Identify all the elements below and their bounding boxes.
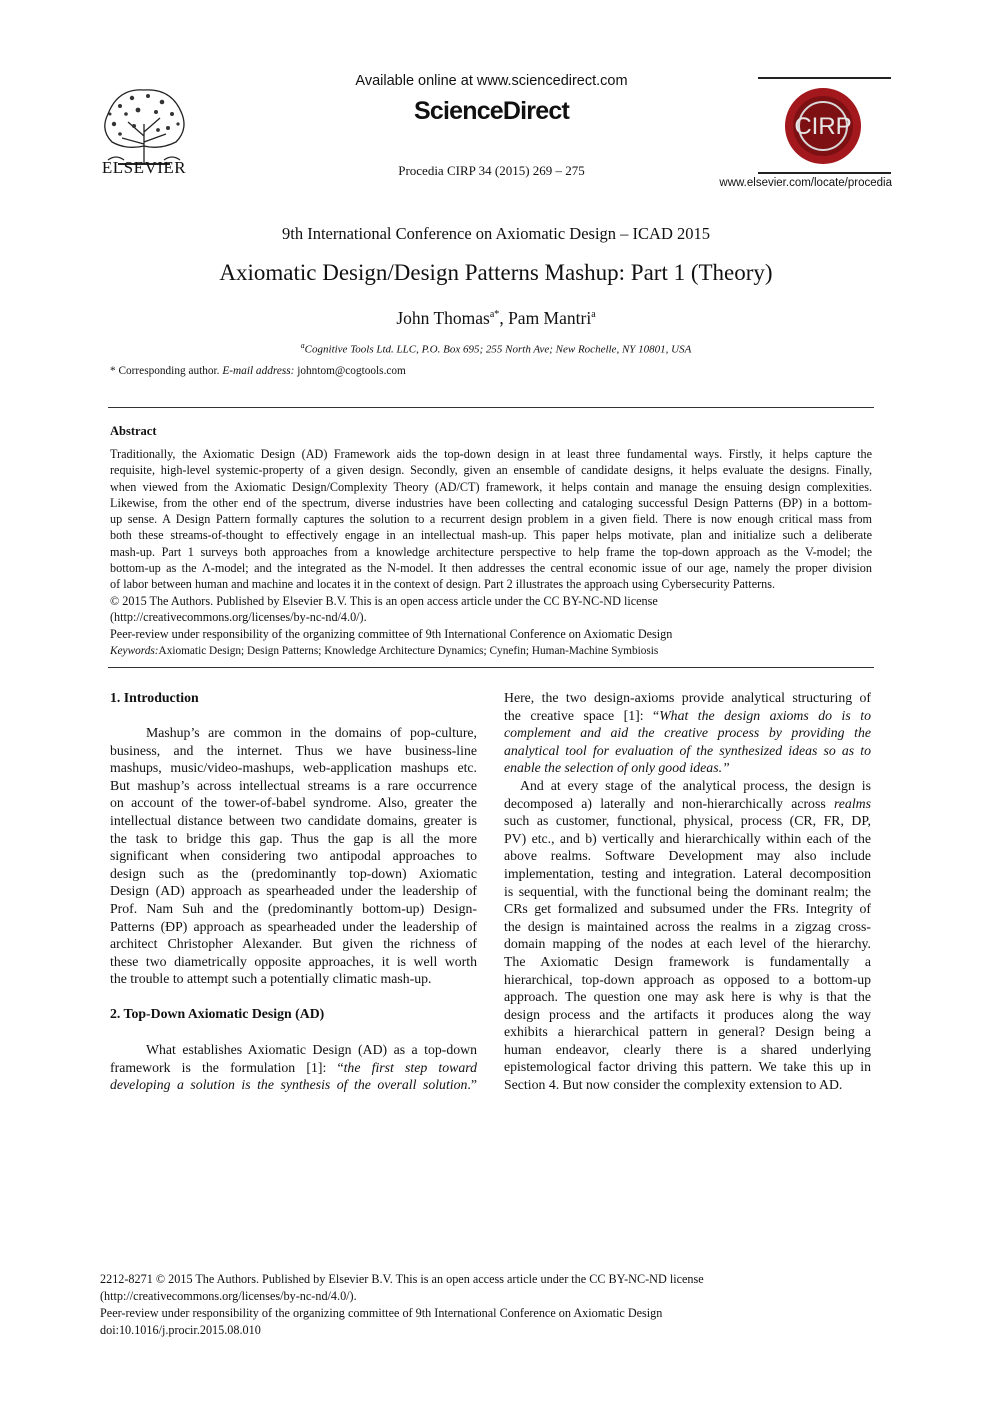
abstract-line: both these streams-of-thought to effectively engage in an intellectual mash-up. This paper helps motivate, plan and initialize such a deliberate [110, 528, 872, 543]
abstract-line: Likewise, from the other end of the spectrum, diverse industries have been collecting and cataloging successful Design Patterns (ÐP) in a bottom- [110, 495, 872, 510]
body-line: architect Christopher Alexander. But given the richness of [110, 936, 477, 952]
abstract-top-rule [108, 407, 874, 408]
body-line: the task to bridge this gap. Thus the gap is all the more [110, 830, 477, 846]
abstract-line: mash-up. Part 1 surveys both approaches from a knowledge architecture perspective to help frame the top-down approach as the V-model; the [110, 544, 872, 559]
introduction-body [110, 724, 477, 988]
affiliation [100, 341, 892, 356]
quote-text: What the design axioms do is to [659, 707, 871, 723]
body-line: above realms. Software Development may also include [504, 848, 871, 864]
body-line: What establishes Axiomatic Design (AD) as a top-down [146, 1042, 477, 1057]
body-line: the design is maintained across the realms in a zigzag cross- [504, 918, 871, 934]
body-line [110, 1059, 477, 1077]
body-line: Prof. Nam Suh and the (predominantly bottom-up) Design- [110, 900, 477, 916]
body-line: Mashup’s are common in the domains of pop-culture, [146, 725, 477, 740]
quote-text: developing a solution is the synthesis of the overall solution [110, 1077, 468, 1093]
body-line [110, 1076, 477, 1094]
body-line: such as customer, functional, physical, process (CR, FR, DP, [504, 813, 871, 829]
footer-doi-link[interactable]: doi:10.1016/j.procir.2015.08.010 [100, 1323, 261, 1337]
section-heading-top-down-ad: 2. Top-Down Axiomatic Design (AD) [110, 1006, 325, 1021]
cirp-logo-text: CIRP [794, 113, 852, 140]
paper-title: Axiomatic Design/Design Patterns Mashup: Part 1 (Theory) [219, 260, 773, 285]
body-line: design process and the artifacts it produces along the way [504, 1006, 871, 1022]
keywords-list: Axiomatic Design; Design Patterns; Knowledge Architecture Dynamics; Cynefin; Human-Machine Symbiosis [158, 645, 659, 657]
abstract-line: up sense. A Design Pattern formally captures the solution to a recurrent design problem in a given field. There is now enough critical mass from [110, 512, 872, 527]
cirp-logo-icon [783, 86, 863, 166]
body-text: decomposed a) laterally and non-hierarchically across [504, 795, 834, 811]
body-text: framework is the formulation [1]: “ [110, 1059, 344, 1075]
body-text: the creative space [1]: “ [504, 707, 660, 723]
keywords [110, 645, 658, 657]
quote-line: enable the selection of only good ideas.” [504, 760, 730, 776]
footer-license-url-link[interactable]: (http://creativecommons.org/licenses/by-nc-nd/4.0/). [100, 1289, 357, 1303]
italic-term: realms [833, 795, 871, 811]
body-line: The Axiomatic Design framework is fundamentally a [504, 953, 871, 969]
cirp-url-link[interactable]: www.elsevier.com/locate/procedia [719, 177, 892, 189]
license-statement: © 2015 The Authors. Published by Elsevier B.V. This is an open access article under the CC BY-NC-ND license [110, 594, 658, 608]
body-line: CRs get formalized and subsumed under the FRs. Integrity of [504, 901, 871, 917]
body-line: mashups, music/video-mashups, web-application mashups etc. [110, 760, 477, 776]
footer-license: 2212-8271 © 2015 The Authors. Published by Elsevier B.V. This is an open access article under the CC BY-NC-ND license [100, 1272, 704, 1286]
quote-line: complement and aid the creative process by providing the [504, 725, 871, 741]
body-line [504, 707, 871, 725]
keywords-label: Keywords: [110, 645, 159, 657]
body-line: implementation, testing and integration. Lateral decomposition [504, 865, 871, 881]
body-line: approach. The question one may ask here is why is that the [504, 989, 871, 1005]
abstract-line: of labor between human and machine and locates it in the context of design. Part 2 illustrates the approach using Cybersecurity Patterns. [110, 577, 776, 592]
body-line: significant when considering two antipodal approaches to [110, 848, 477, 864]
body-line: Section 4. But now consider the complexity extension to AD. [504, 1077, 843, 1093]
body-line: exhibits a hierarchical pattern in general? Design being a [504, 1024, 871, 1040]
journal-reference: Procedia CIRP 34 (2015) 269 – 275 [398, 163, 585, 178]
body-line: Patterns (ÐP) approach as spearheaded under the leadership of [110, 918, 477, 934]
corresp-email[interactable]: johntom@cogtools.com [294, 365, 406, 377]
author-separator: , [499, 308, 509, 328]
body-line: Design (AD) approach as spearheaded under the leadership of [110, 883, 477, 899]
body-line: domain mapping of the nodes at each level of the hierarchy. [504, 936, 871, 952]
available-online-text: Available online at www.sciencedirect.com [355, 73, 628, 89]
license-url-link[interactable]: (http://creativecommons.org/licenses/by-nc-nd/4.0/). [110, 610, 367, 624]
body-line [504, 795, 871, 813]
author-affil-mark: a* [489, 309, 500, 321]
body-line: design such as the (predominantly top-down) Axiomatic [110, 865, 477, 881]
author-affil-mark: a [591, 309, 596, 321]
abstract-line: requisite, high-level systemic-property of a given design. Secondly, given an ensemble of candidate designs, it helps evaluate the designs. Finally, [110, 463, 872, 478]
body-line: But mashup’s across intellectual streams is a rare occurrence [110, 777, 477, 793]
abstract-heading: Abstract [110, 424, 157, 438]
body-line: business, and the internet. Thus we have business-line [110, 742, 477, 758]
body-line: is sequential, with the functional being the dominant realm; the [504, 883, 871, 899]
body-text: .” [467, 1077, 477, 1093]
body-line: And at every stage of the analytical process, the design is [520, 777, 871, 793]
author-name: John Thomas [396, 308, 490, 328]
cirp-top-rule [758, 77, 891, 79]
author-name: Pam Mantri [508, 308, 592, 328]
footer-peer-review: Peer-review under responsibility of the organizing committee of 9th International Conference on Axiomatic Design [100, 1306, 663, 1320]
abstract-line: when viewed from the Axiomatic Design/Complexity Theory (AD/CT) framework, it helps contain and manage the ensuing design complexities. [110, 479, 872, 494]
abstract-line: bottom-up as the Λ-model; and the integrated as the N-model. It then addresses the central economic issue of our age, namely the proper division [110, 561, 872, 576]
peer-review-statement: Peer-review under responsibility of the organizing committee of 9th International Conference on Axiomatic Design [110, 627, 673, 641]
body-line: epistemological factor driving this pattern. We take this up in [504, 1059, 871, 1075]
affiliation-mark: a [300, 341, 305, 350]
abstract-line: Traditionally, the Axiomatic Design (AD) Framework aids the top-down design in at least three fundamental ways. Firstly, it helps capture the [110, 447, 872, 461]
author-list [100, 308, 892, 329]
affiliation-text: Cognitive Tools Ltd. LLC, P.O. Box 695; 255 North Ave; New Rochelle, NY 10801, USA [304, 343, 692, 356]
body-line: Here, the two design-axioms provide analytical structuring of [504, 690, 871, 705]
abstract-bottom-rule [108, 667, 874, 668]
quote-line: analytical tool for evaluation of the synthesized ideas so as to [504, 742, 871, 758]
sciencedirect-brand[interactable]: ScienceDirect [414, 97, 569, 125]
abstract-body [110, 446, 872, 593]
section-heading-introduction: 1. Introduction [110, 690, 199, 705]
cirp-bottom-rule [758, 172, 891, 174]
corresp-prefix: * Corresponding author. [110, 365, 223, 377]
body-line: hierarchical, top-down approach as opposed to a bottom-up [504, 971, 871, 987]
body-line: intellectual distance between two candidate domains, greater is [110, 812, 477, 828]
body-line: on account of the tower-of-babel syndrome. Also, greater the [110, 795, 477, 811]
corresp-email-label: E-mail address: [222, 365, 295, 377]
body-line: the trouble to attempt such a potentially climatic mash-up. [110, 971, 432, 987]
corresponding-author [110, 365, 810, 377]
publisher-wordmark: ELSEVIER [101, 158, 187, 177]
body-line: these two diametrically opposite approaches, it is well worth [110, 953, 477, 969]
body-line: human endeavor, clearly there is a shared underlying [504, 1041, 871, 1057]
top-down-ad-body [110, 1041, 477, 1094]
page-footer [100, 1271, 880, 1339]
quote-text: the first step toward [343, 1059, 477, 1075]
body-line: PV) etc., and b) vertically and hierarchically within each of the [504, 830, 871, 846]
right-column-body [504, 689, 871, 1094]
conference-name: 9th International Conference on Axiomatic Design – ICAD 2015 [282, 224, 710, 243]
